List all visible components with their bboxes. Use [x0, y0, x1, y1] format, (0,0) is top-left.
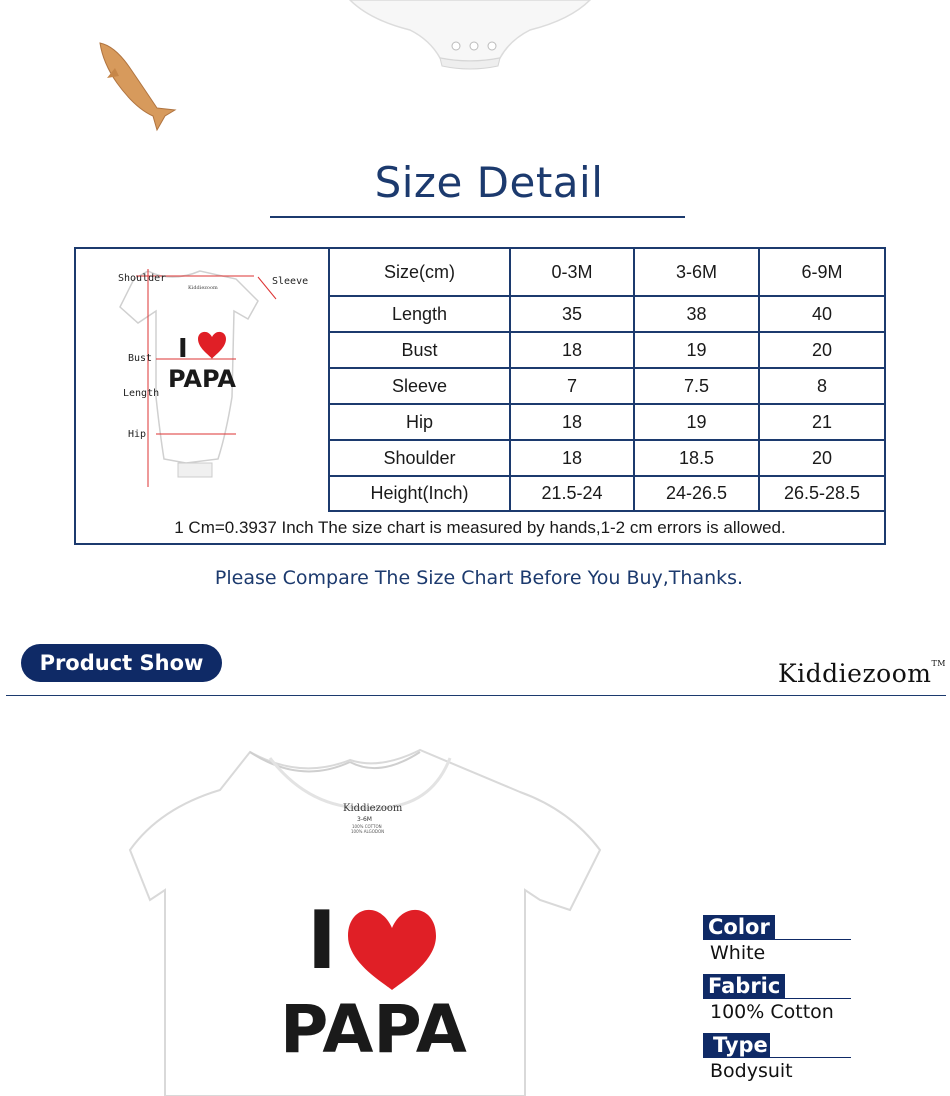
table-cell: 18 — [511, 441, 635, 475]
table-row — [330, 297, 884, 333]
header-cell: 0-3M — [511, 249, 635, 295]
spec-divider — [703, 1057, 851, 1058]
table-cell: 8 — [816, 375, 827, 396]
label-hip: Hip — [128, 429, 147, 440]
table-cell: 7 — [511, 369, 635, 403]
label-length: Length — [123, 388, 160, 399]
print-i: I — [307, 894, 337, 987]
brand-logo — [778, 659, 946, 688]
diagram-print-papa: PAPA — [168, 365, 236, 393]
table-row — [330, 441, 884, 477]
size-table-note: 1 Cm=0.3937 Inch The size chart is measured by hands,1-2 cm errors is allowed. — [174, 517, 786, 537]
table-row — [330, 477, 884, 512]
bodysuit-measurement-diagram — [76, 249, 328, 512]
title-underline — [270, 216, 685, 218]
table-cell: 20 — [811, 447, 833, 468]
spec-label-type: Type — [703, 1033, 770, 1057]
neck-label-fabric2: 100% ALGODON — [351, 829, 385, 834]
svg-text:Kiddiezoom: Kiddiezoom — [188, 285, 218, 291]
spec-label-color: Color — [703, 915, 775, 939]
table-row — [330, 333, 884, 369]
neck-label-brand: Kiddiezoom — [343, 803, 403, 814]
table-cell: 21 — [811, 411, 833, 432]
compare-notice: Please Compare The Size Chart Before You Buy,Thanks. — [214, 567, 744, 589]
table-cell: 19 — [635, 405, 760, 439]
table-cell: 26.5-28.5 — [783, 483, 861, 503]
table-cell: Shoulder — [330, 441, 511, 475]
spec-value-type: Bodysuit — [710, 1060, 793, 1082]
brand-name: Kiddiezoom — [778, 659, 932, 688]
table-cell: Length — [330, 297, 511, 331]
diagram-print-i: I — [178, 334, 188, 364]
label-bust: Bust — [128, 353, 153, 364]
table-cell: Sleeve — [330, 369, 511, 403]
wooden-whale-decoration — [95, 38, 190, 133]
spec-label-fabric: Fabric — [703, 974, 785, 998]
table-cell: 21.5-24 — [511, 477, 635, 510]
header-cell: 3-6M — [635, 249, 760, 295]
table-cell: 18 — [511, 405, 635, 439]
label-shoulder: Shoulder — [118, 273, 167, 284]
neck-label-size: 3-6M — [357, 816, 372, 823]
spec-value-fabric: 100% Cotton — [710, 1001, 834, 1023]
table-cell: 24-26.5 — [635, 477, 760, 510]
label-sleeve: Sleeve — [272, 276, 309, 287]
table-cell: Height(Inch) — [330, 477, 511, 510]
neck-label-fabric1: 100% COTTON — [352, 824, 382, 829]
table-row — [330, 369, 884, 405]
table-cell: 35 — [511, 297, 635, 331]
spec-divider — [703, 998, 851, 999]
size-table — [74, 247, 886, 545]
table-cell: 40 — [811, 303, 833, 324]
table-cell: Hip — [330, 405, 511, 439]
table-header-row — [330, 249, 884, 297]
section-divider — [6, 695, 946, 696]
header-cell: Size(cm) — [330, 249, 511, 295]
bodysuit-bottom-image — [340, 0, 600, 110]
table-cell: Bust — [330, 333, 511, 367]
size-diagram — [76, 249, 330, 512]
bodysuit-product-image — [120, 700, 620, 1096]
print-papa: PAPA — [280, 991, 467, 1068]
table-cell: 7.5 — [635, 369, 760, 403]
table-cell: 20 — [811, 339, 833, 360]
table-row — [330, 405, 884, 441]
product-show-heading: Product Show — [21, 644, 222, 682]
table-cell: 19 — [635, 333, 760, 367]
header-cell: 6-9M — [801, 261, 843, 282]
table-cell: 38 — [635, 297, 760, 331]
spec-divider — [703, 939, 851, 940]
table-cell: 18 — [511, 333, 635, 367]
table-cell: 18.5 — [635, 441, 760, 475]
spec-value-color: White — [710, 942, 766, 964]
brand-tm: TM — [931, 659, 946, 668]
size-detail-title: Size Detail — [374, 158, 604, 207]
